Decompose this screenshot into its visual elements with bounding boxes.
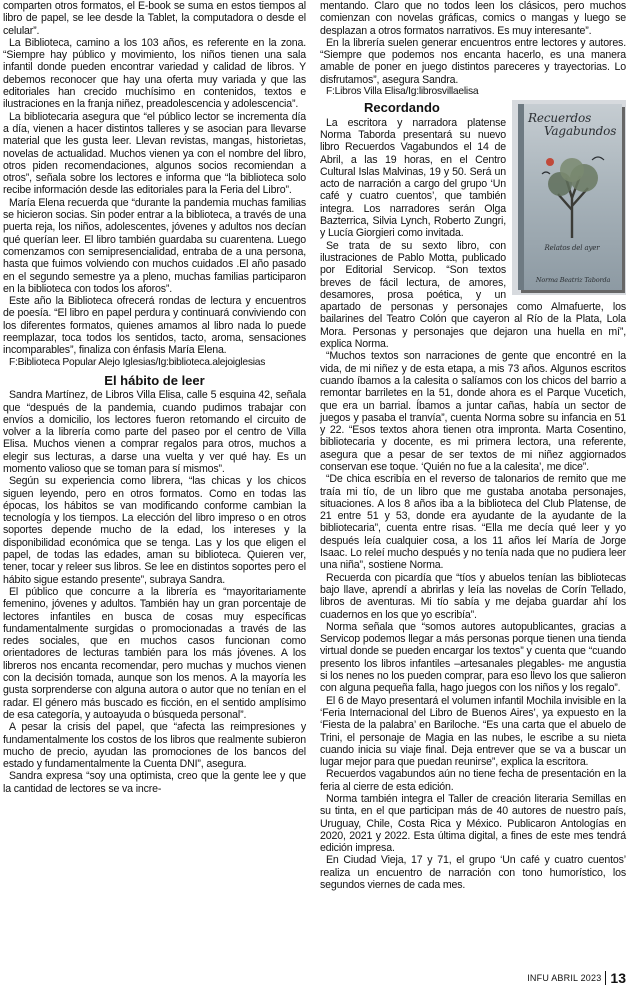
book-cover-author: Norma Beatriz Taborda	[535, 276, 611, 285]
article-paragraph: El 6 de Mayo presentará el volumen infantil Mochila invisible en la ‘Feria Internacional del Libro de Buenos Aires’, ya expuesto en la ‘Fiesta de la palabra’ en Bariloche. “Es una carta que el abuelo de Trini, el personaje de Magia en las nubes, le escribe a su nieta cuando inicia su viaje final. Deja entrever que se va a buscar un lugar mejor para que puedan reunirse”, explica la escritora.	[320, 694, 626, 769]
article-paragraph: Sandra Martínez, de Libros Villa Elisa, calle 5 esquina 42, señala que “después de la pandemia, cuando pudimos trabajar con envíos a domicilio, los lectores fueron retomando el circuito de volver a la librería como parte del paseo por el centro de Villa Elisa. Muchos vienen a comprar regalos para otros, muchos a elegir sus lecturas, a darse una vuelta y ver qué hay. Es un momento valioso que se toman para sí mismos”.	[3, 389, 306, 475]
book-cover-image	[512, 100, 626, 295]
book-cover	[518, 104, 622, 290]
article-paragraph: mentando. Claro que no todos leen los clásicos, pero muchos comienzan con novelas gráficas, comics o mangas y luego se desplazan a otros formatos narrativos. Es muy interesante”.	[320, 0, 626, 37]
section-heading-el-habito-de-leer: El hábito de leer	[104, 372, 205, 388]
article-paragraph: La bibliotecaria asegura que “el público lector se incrementa día a día, vienen a hacer distintos talleres y se asocian para llevarse material que les gusta leer. Llevan revistas, mangas, historietas, novelas de actualidad. Muchos vienen ya con el nombre del libro, otros piden recomendaciones, algunos socios recomiendan a otros”, señala sobre los lectores e informa que “la biblioteca solo recibe información desde las editoriales para la Feria del Libro”.	[3, 110, 306, 197]
book-cover-title: Recuerdos Vagabundos	[528, 111, 617, 139]
photo-credit: F:Libros Villa Elisa/Ig:librosvillaelisa	[326, 86, 479, 98]
tree-illustration	[532, 148, 612, 238]
article-paragraph: La escritora y narradora platense Norma Taborda presentará su nuevo libro Recuerdos Vagabundos el 14 de Abril, a las 19 horas, en el Centro Cultural Islas Malvinas, 19 y 50. Será un acto de narración a cargo del grupo ‘Un café y cuatro cuentos’, que también integra. Los narradores serán Olga Bazterrica, Silvia Lynch, Roberto Zungri, y Lucía Giorgieri como invitada.	[320, 116, 506, 240]
photo-credit: F:Biblioteca Popular Alejo Iglesias/Ig:biblioteca.alejoiglesias	[9, 356, 266, 368]
article-paragraph: Recuerdos vagabundos aún no tiene fecha de presentación en la feria al cierre de esta edición.	[320, 768, 626, 793]
left-column	[3, 0, 306, 795]
article-paragraph: Según su experiencia como librera, “las chicas y los chicos siguen leyendo, pero en otros formatos. Como en todas las épocas, los hábitos se van modificando conforme cambian la tecnología y los tiempos. La elección del libro impreso o en otros soportes depende mucho de la edad, los intereses y la disponibilidad económica que se tenga. Las y los que eligen el papel, de todas las edades, aman su biblioteca. Quieren ver, tener, tocar y releer sus libros. Se lee en distintos soportes pero el hábito sigue estando presente”, subraya Sandra.	[3, 475, 306, 586]
section-heading-recordando: Recordando	[364, 100, 440, 116]
page-number: 13	[610, 970, 626, 986]
article-paragraph: En la librería suelen generar encuentros entre lectores y autores. “Siempre que podemos nos encanta hacerlo, es una manera amable de poner en juego distintos pareceres y trayectorias. Lo disfrutamos”, asegura Sandra.	[320, 36, 626, 86]
article-paragraph: Este año la Biblioteca ofrecerá rondas de lectura y encuentros de poesía. “El libro en papel perdura y continuará conviviendo con los diferentes formatos, quienes amamos al libro nada lo puede reemplazar, toca todos los sentidos, tacto, aroma, sensaciones incomparables”, finaliza con énfasis María Elena.	[3, 295, 306, 357]
footer-divider	[605, 971, 606, 985]
article-paragraph: “De chica escribía en el reverso de talonarios de remito que me traía mi tío, de un libro que me gustaba anotaba personajes, situaciones. A los 8 años iba a la biblioteca del Club Platense, de 21 entre 51 y 53, donde era ayudante de la ayudante de la bibliotecaria”, cuenta entre risas. “Ella me decía qué leer y yo después leía cualquier cosa, a los 11 años leí María de Jorge Isaac. Lo releí mucho después y no tenía nada que no pudiera leer una niña”, sostiene Norma.	[320, 473, 626, 572]
right-column	[320, 0, 626, 891]
book-spine	[518, 104, 524, 290]
article-paragraph: María Elena recuerda que “durante la pandemia muchas familias se hicieron socias. Sin poder entrar a la biblioteca, a través de una puerta reja, los niños, adolescentes, jóvenes y adultos nos decían qué querían leer. El libro también guardaba su cuarentena. Luego comenzamos con semipresencialidad, entraba de a una persona, hasta que fuimos volviendo con muchos cuidados .El año pasado en el segundo semestre ya a pleno, muchas familias participaron en la biblioteca con todos los aforos”.	[3, 196, 306, 295]
article-paragraph: “Muchos textos son narraciones de gente que encontré en la vida, de mi niñez y de esta etapa, a mis 73 años. Algunos escritos cuando íbamos a la calesita o salíamos con los chicos del barrio a remontar barriletes en la 51, donde ahora es el Parque Vucetich, que era un barrial. Íbamos a juntar cañas, había un sector de juegos y pasaba el tranvía”, cuenta Norma sobre su infancia en 51 y 22. “Esos textos ahora tienen otra impronta. Marta Cosentino, bibliotecaria y docente, es mi primera lectora, una referente, asegura que a pesar de ser textos de mi niñez aggiornados conservan ese toque. ‘Quién no fue a la calesita’, me dice”.	[320, 350, 626, 473]
article-paragraph: comparten otros formatos, el E-book se suma en estos tiempos al libro de papel, se lee desde la Tablet, la computadora o desde el celular”.	[3, 0, 306, 37]
issue-label: INFU ABRIL 2023	[527, 973, 602, 983]
article-paragraph: Se trata de su sexto libro, con ilustraciones de Pablo Motta, publicado por Editorial Servicop. “Son textos breves de fácil lectura, de amores, desamores, prosa poética, y un apartado de personas y personajes como Almafuerte, los bailarines del Teatro Colón que cayeron al Río de la Plata, Lola Mora. Personas y personajes que dejaron una huella en mí”, explica Norma.	[320, 239, 626, 351]
article-paragraph: Norma también integra el Taller de creación literaria Semillas en su tinta, en el que participan más de 40 autores de nuestro país, Uruguay, Chile, Costa Rica y México. Publicaron Antologías en 2020, 2021 y 2022. Esta última digital, a fines de este mes tendrá edición impresa.	[320, 793, 626, 855]
article-paragraph: El público que concurre a la librería es “mayoritariamente femenino, jóvenes y adultos. También hay un gran porcentaje de lectores infantiles en busca de cosas muy específicas fundamentalmente surgidas o promocionadas a través de las redes sociales, que en muchos casos funcionan como orientadores de lecturas también para los más jóvenes. A los libreros nos encanta recomendar, pero muchas y muchos vienen con la decisión tomada, aunque son los menos. A la mayoría les gusta sorprenderse con alguna autora o autor que no tenían en el radar. El género más buscado es ficción, en el sentido amplísimo de esa categoría, y autoayuda o búsqueda personal”.	[3, 585, 306, 721]
article-paragraph: Norma señala que “somos autores autopublicantes, gracias a Servicop podemos llegar a más personas porque tienen una tienda virtual donde se pueden encargar los textos” y cuenta que “cuando presento los libros infantiles –artesanales plegables- me angustia si los nenes no los pueden comprar, para eso llevo los que salieron con alguna pequeña falla, hago juegos con los niños y los regalo”.	[320, 620, 626, 695]
article-paragraph: Sandra expresa “soy una optimista, creo que la gente lee y que la cantidad de lectores se va incre-	[3, 770, 306, 795]
article-paragraph: En Ciudad Vieja, 17 y 71, el grupo ‘Un café y cuatro cuentos’ realiza un encuentro de narración con tono humorístico, los segundos viernes de cada mes.	[320, 854, 626, 892]
article-paragraph: La Biblioteca, camino a los 103 años, es referente en la zona. “Siempre hay público y movimiento, los niños tienen una sala infantil donde pueden encontrar variedad y calidad de libros. Y debemos reconocer que hay una oferta muy variada y que las editoriales han crecido muchísimo en contenidos, textos e ilustraciones en la franja niñez, preadolescencia y adolescencia”.	[3, 36, 306, 111]
article-paragraph: A pesar la crisis del papel, que “afecta las reimpresiones y fundamentalmente los costos de los libros que realmente subieron mucho de precio, ayudan las promociones de los bancos del estado y fundamentalmente la Cuenta DNI”, asegura.	[3, 721, 306, 771]
page-footer	[527, 970, 626, 986]
article-paragraph: Recuerda con picardía que “tíos y abuelos tenían las bibliotecas bajo llave, aprendí a abrirlas y leía las novelas de Corín Tellado, libros de aventuras. Mi tío sabía y me dejaba guardar ahí los cuadernos en los que yo escribía”.	[320, 571, 626, 621]
book-cover-subtitle: Relatos del ayer	[544, 244, 600, 253]
